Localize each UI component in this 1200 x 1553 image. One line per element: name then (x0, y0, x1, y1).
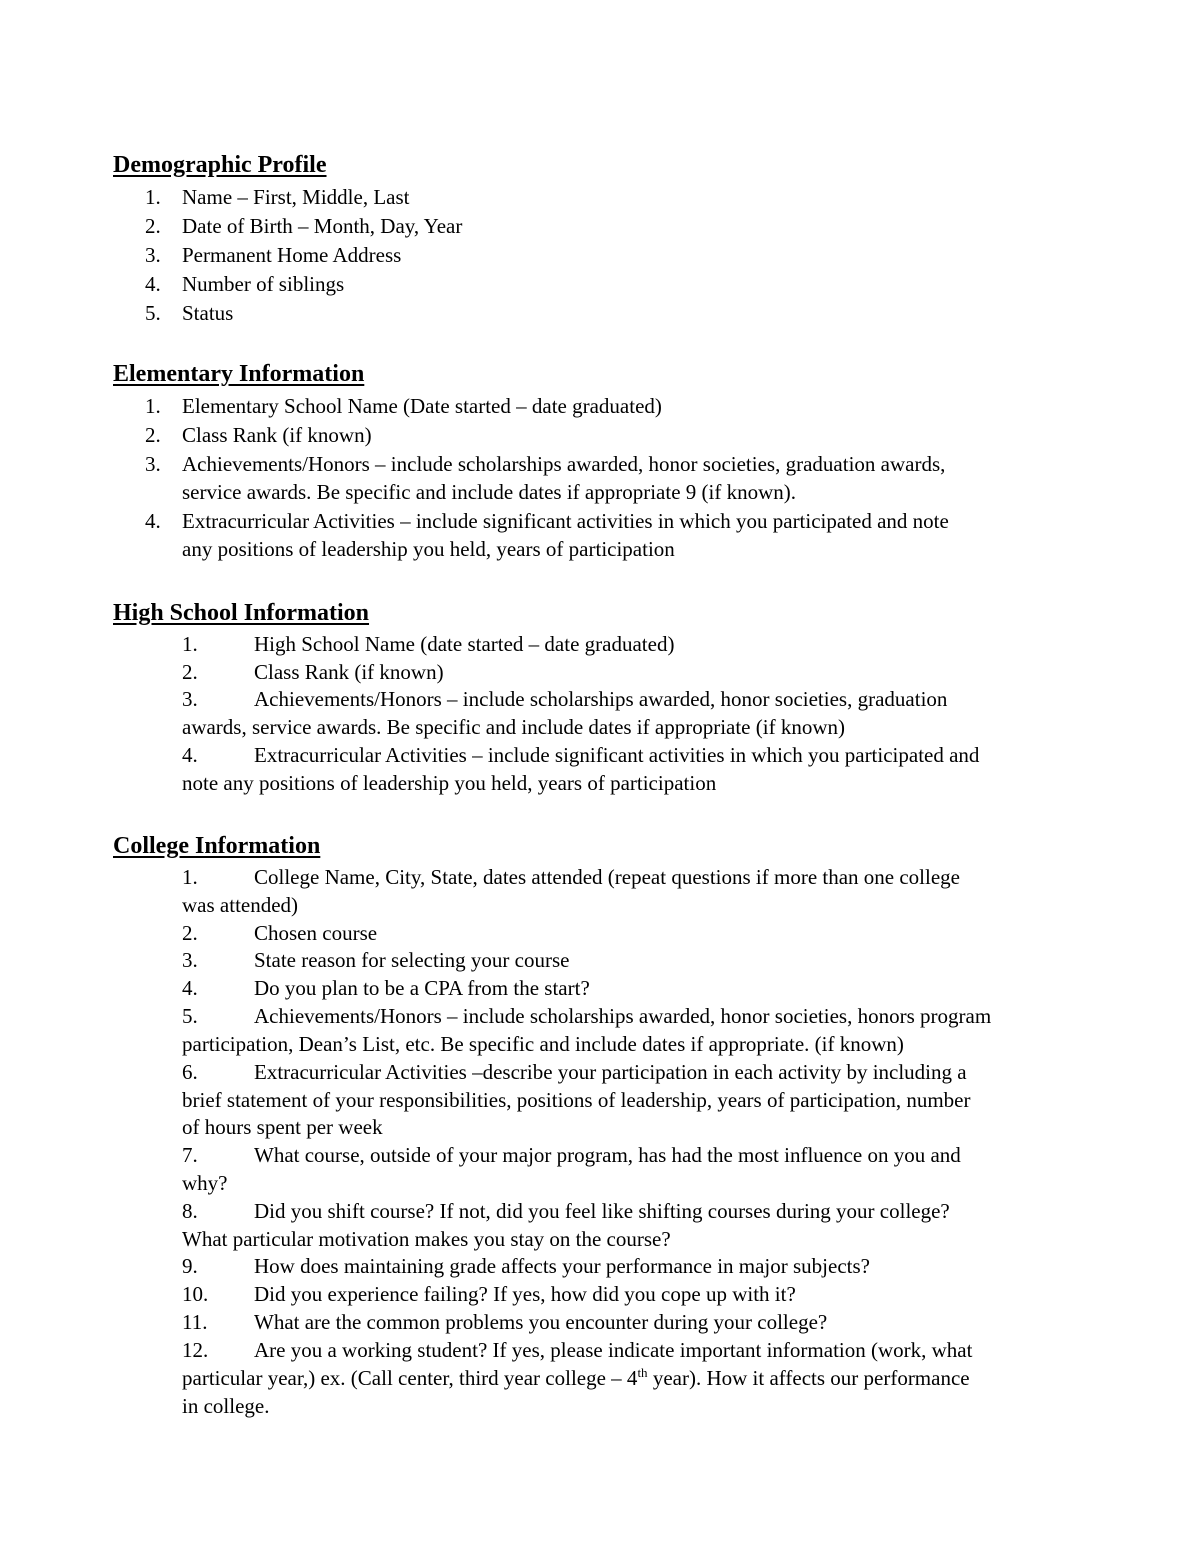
item-number: 2. (182, 921, 198, 945)
item-text: Did you experience failing? If yes, how did you cope up with it? (254, 1282, 796, 1306)
item-text: Status (182, 301, 234, 325)
item-number: 1. (182, 865, 198, 889)
item-text: What are the common problems you encounter during your college? (254, 1310, 828, 1334)
item-text: Do you plan to be a CPA from the start? (254, 976, 590, 1000)
item-number: 5. (145, 301, 161, 325)
item-number: 5. (182, 1004, 198, 1028)
item-number: 2. (145, 423, 161, 447)
item-number: 4. (145, 272, 161, 296)
item-number: 3. (182, 948, 198, 972)
item-text: What course, outside of your major program, has had the most influence on you and (254, 1143, 961, 1167)
item-text: Extracurricular Activities – include significant activities in which you participated and (254, 743, 980, 767)
item-text: Date of Birth – Month, Day, Year (182, 214, 463, 238)
item-text: How does maintaining grade affects your performance in major subjects? (254, 1254, 870, 1278)
item-text: Achievements/Honors – include scholarships awarded, honor societies, honors program (254, 1004, 992, 1028)
item-number: 1. (145, 185, 161, 209)
item-number: 3. (145, 243, 161, 267)
item-text: College Name, City, State, dates attended (repeat questions if more than one college (254, 865, 960, 889)
item-text: Did you shift course? If not, did you feel like shifting courses during your college? (254, 1199, 950, 1223)
item-text: Achievements/Honors – include scholarships awarded, honor societies, graduation awards, (182, 452, 946, 476)
item-number: 1. (145, 394, 161, 418)
item-text: participation, Dean’s List, etc. Be specific and include dates if appropriate. (if known) (182, 1032, 904, 1056)
item-number: 2. (182, 660, 198, 684)
item-number: 12. (182, 1338, 209, 1362)
item-text: Name – First, Middle, Last (182, 185, 410, 209)
item-text: awards, service awards. Be specific and include dates if appropriate (if known) (182, 715, 845, 739)
item-number: 6. (182, 1060, 198, 1084)
section-heading-elementary: Elementary Information (113, 361, 365, 387)
item-number: 1. (182, 632, 198, 656)
item-text: High School Name (date started – date graduated) (254, 632, 675, 656)
item-text: brief statement of your responsibilities, positions of leadership, years of participation, number (182, 1088, 971, 1112)
item-text: Number of siblings (182, 272, 345, 296)
item-number: 4. (182, 743, 198, 767)
item-text: Are you a working student? If yes, please indicate important information (work, what (254, 1338, 973, 1362)
item-text: was attended) (182, 893, 299, 917)
item-text: Chosen course (254, 921, 378, 945)
item-text: why? (182, 1171, 228, 1195)
item-text: in college. (182, 1394, 270, 1418)
item-number: 2. (145, 214, 161, 238)
item-text: of hours spent per week (182, 1115, 383, 1139)
item-text: Elementary School Name (Date started – date graduated) (182, 394, 662, 418)
item-text: note any positions of leadership you held, years of participation (182, 771, 717, 795)
item-text: Achievements/Honors – include scholarships awarded, honor societies, graduation (254, 687, 948, 711)
item-number: 11. (182, 1310, 208, 1334)
item-text-part: year). How it affects our performance (647, 1366, 970, 1390)
item-text: State reason for selecting your course (254, 948, 570, 972)
item-text (182, 1364, 970, 1392)
item-number: 8. (182, 1199, 198, 1223)
item-text: Class Rank (if known) (254, 660, 444, 684)
superscript: th (637, 1365, 648, 1380)
item-text: Extracurricular Activities –describe your participation in each activity by including a (254, 1060, 967, 1084)
item-text: Extracurricular Activities – include significant activities in which you participated and note (182, 509, 949, 533)
item-number: 3. (182, 687, 198, 711)
item-number: 7. (182, 1143, 198, 1167)
item-number: 3. (145, 452, 161, 476)
item-number: 9. (182, 1254, 198, 1278)
item-text: any positions of leadership you held, years of participation (182, 537, 675, 561)
section-heading-college: College Information (113, 833, 321, 859)
section-heading-demographic: Demographic Profile (113, 152, 327, 178)
item-number: 4. (145, 509, 161, 533)
item-text: What particular motivation makes you stay on the course? (182, 1227, 671, 1251)
item-number: 4. (182, 976, 198, 1000)
item-number: 10. (182, 1282, 209, 1306)
item-text: Class Rank (if known) (182, 423, 372, 447)
item-text: service awards. Be specific and include dates if appropriate 9 (if known). (182, 480, 797, 504)
item-text: Permanent Home Address (182, 243, 402, 267)
section-heading-high-school: High School Information (113, 600, 370, 626)
item-text-part: particular year,) ex. (Call center, third year college – 4 (182, 1366, 638, 1390)
